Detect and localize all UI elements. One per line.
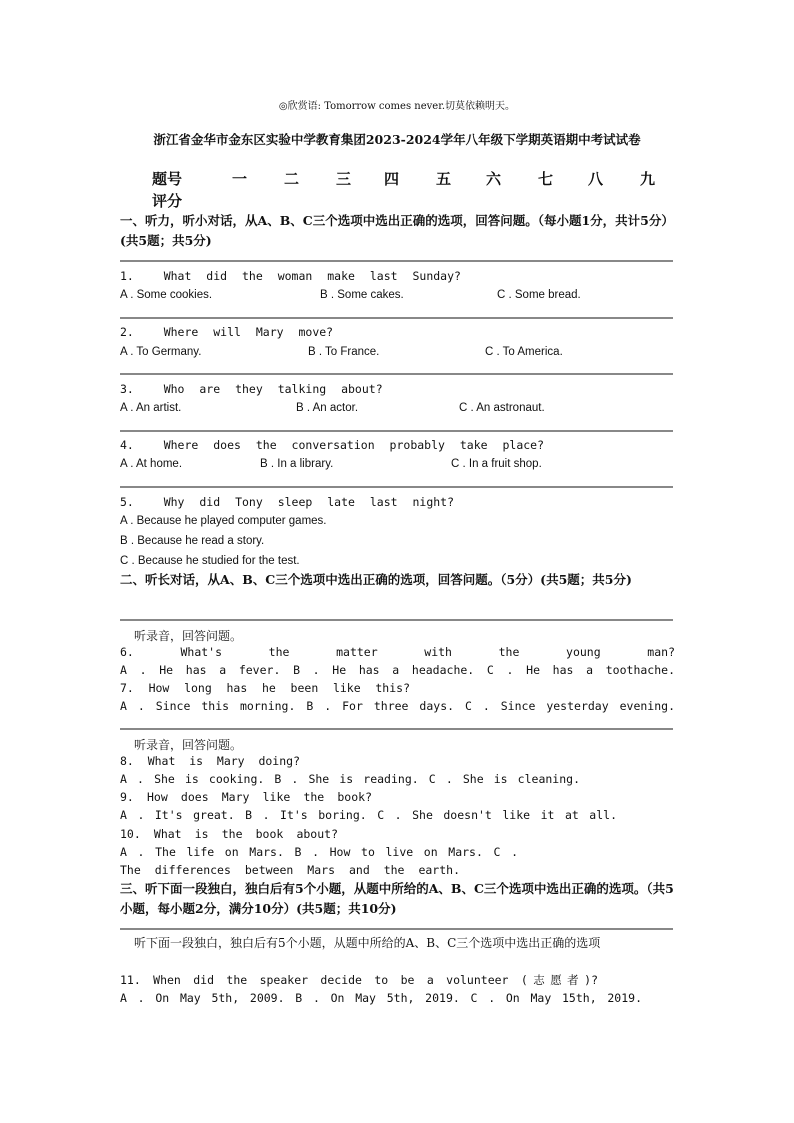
q3-option-b: B . An actor. xyxy=(296,402,359,414)
section-2-heading: 二、听长对话，从A、B、C三个选项中选出正确的选项，回答问题。（5分）(共5题；共5分) xyxy=(120,572,632,587)
section-2-intro-2: 听录音，回答问题。 xyxy=(134,738,243,752)
q1-option-c: C . Some bread. xyxy=(497,289,581,301)
divider xyxy=(120,373,673,375)
question-11-options: A . On May 5th, 2009. B . On May 5th, 2019. C . On May 15th, 2019. xyxy=(120,991,642,1005)
q2-option-b: B . To France. xyxy=(308,346,380,358)
question-7-options: A . Since this morning. B . For three days. C . Since yesterday evening. xyxy=(120,699,675,713)
q1-option-a: A . Some cookies. xyxy=(120,289,213,301)
question-8: 8. What is Mary doing? xyxy=(120,754,300,768)
question-1: 1. What did the woman make last Sunday? xyxy=(120,269,461,283)
q5-option-c: C . Because he studied for the test. xyxy=(120,555,300,567)
divider xyxy=(120,486,673,488)
section-3-heading: 三、听下面一段独白，独白后有5个小题，从题中所给的A、B、C三个选项中选出正确的选项。（共5小题，每小题2分，满分10分）(共5题；共10分) xyxy=(120,881,674,916)
q5-option-b: B . Because he read a story. xyxy=(120,535,265,547)
score-col-4: 四 xyxy=(384,170,400,188)
question-6-options: A . He has a fever. B . He has a headache. C . He has a toothache. xyxy=(120,663,675,677)
score-table-header xyxy=(152,168,672,190)
divider xyxy=(120,260,673,262)
divider xyxy=(120,317,673,319)
question-3: 3. Who are they talking about? xyxy=(120,382,383,396)
q3-option-c: C . An astronaut. xyxy=(459,402,545,414)
score-col-6: 六 xyxy=(486,170,502,188)
question-10-options: A . The life on Mars. B . How to live on Mars. C . xyxy=(120,845,518,859)
divider xyxy=(120,928,673,930)
q2-option-c: C . To America. xyxy=(485,346,563,358)
question-4: 4. Where does the conversation probably take place? xyxy=(120,438,545,452)
motto-header: ◎欣赏语: Tomorrow comes never.切莫依赖明天。 xyxy=(278,101,516,112)
question-2: 2. Where will Mary move? xyxy=(120,325,334,339)
question-6: 6. What's the matter with the young man? xyxy=(120,645,675,659)
q1-option-b: B . Some cakes. xyxy=(320,289,404,301)
q3-option-a: A . An artist. xyxy=(120,402,182,414)
section-2-intro-1: 听录音，回答问题。 xyxy=(134,629,243,643)
question-11: 11. When did the speaker decide to be a volunteer (志愿者)? xyxy=(120,973,598,987)
question-8-options: A . She is cooking. B . She is reading. C . She is cleaning. xyxy=(120,772,580,786)
divider xyxy=(120,430,673,432)
q5-option-a: A . Because he played computer games. xyxy=(120,515,327,527)
section-1-heading: 一、听力，听小对话，从A、B、C三个选项中选出正确的选项，回答问题。（每小题1分，共计5分）(共5题；共5分) xyxy=(120,213,674,248)
score-col-2: 二 xyxy=(284,170,300,188)
question-5: 5. Why did Tony sleep late last night? xyxy=(120,495,455,509)
section-3-intro: 听下面一段独白，独白后有5个小题，从题中所给的A、B、C三个选项中选出正确的选项 xyxy=(134,936,601,950)
question-10: 10. What is the book about? xyxy=(120,827,338,841)
score-col-1: 一 xyxy=(232,170,248,188)
divider xyxy=(120,728,673,730)
question-10-option-c-cont: The differences between Mars and the earth. xyxy=(120,863,460,877)
score-col-7: 七 xyxy=(538,170,554,188)
q2-option-a: A . To Germany. xyxy=(120,346,202,358)
q4-option-a: A . At home. xyxy=(120,458,183,470)
exam-title: 浙江省金华市金东区实验中学教育集团2023-2024学年八年级下学期英语期中考试试卷 xyxy=(153,132,641,147)
q4-option-b: B . In a library. xyxy=(260,458,334,470)
score-col-9: 九 xyxy=(640,170,656,188)
score-col-3: 三 xyxy=(336,170,352,188)
question-7: 7. How long has he been like this? xyxy=(120,681,410,695)
divider xyxy=(120,619,673,621)
score-col-5: 五 xyxy=(436,170,452,188)
question-9: 9. How does Mary like the book? xyxy=(120,790,372,804)
score-label-pingfen: 评分 xyxy=(152,192,183,210)
question-9-options: A . It's great. B . It's boring. C . She doesn't like it at all. xyxy=(120,808,617,822)
q4-option-c: C . In a fruit shop. xyxy=(451,458,542,470)
score-label-tihao: 题号 xyxy=(152,170,183,188)
score-col-8: 八 xyxy=(588,170,604,188)
